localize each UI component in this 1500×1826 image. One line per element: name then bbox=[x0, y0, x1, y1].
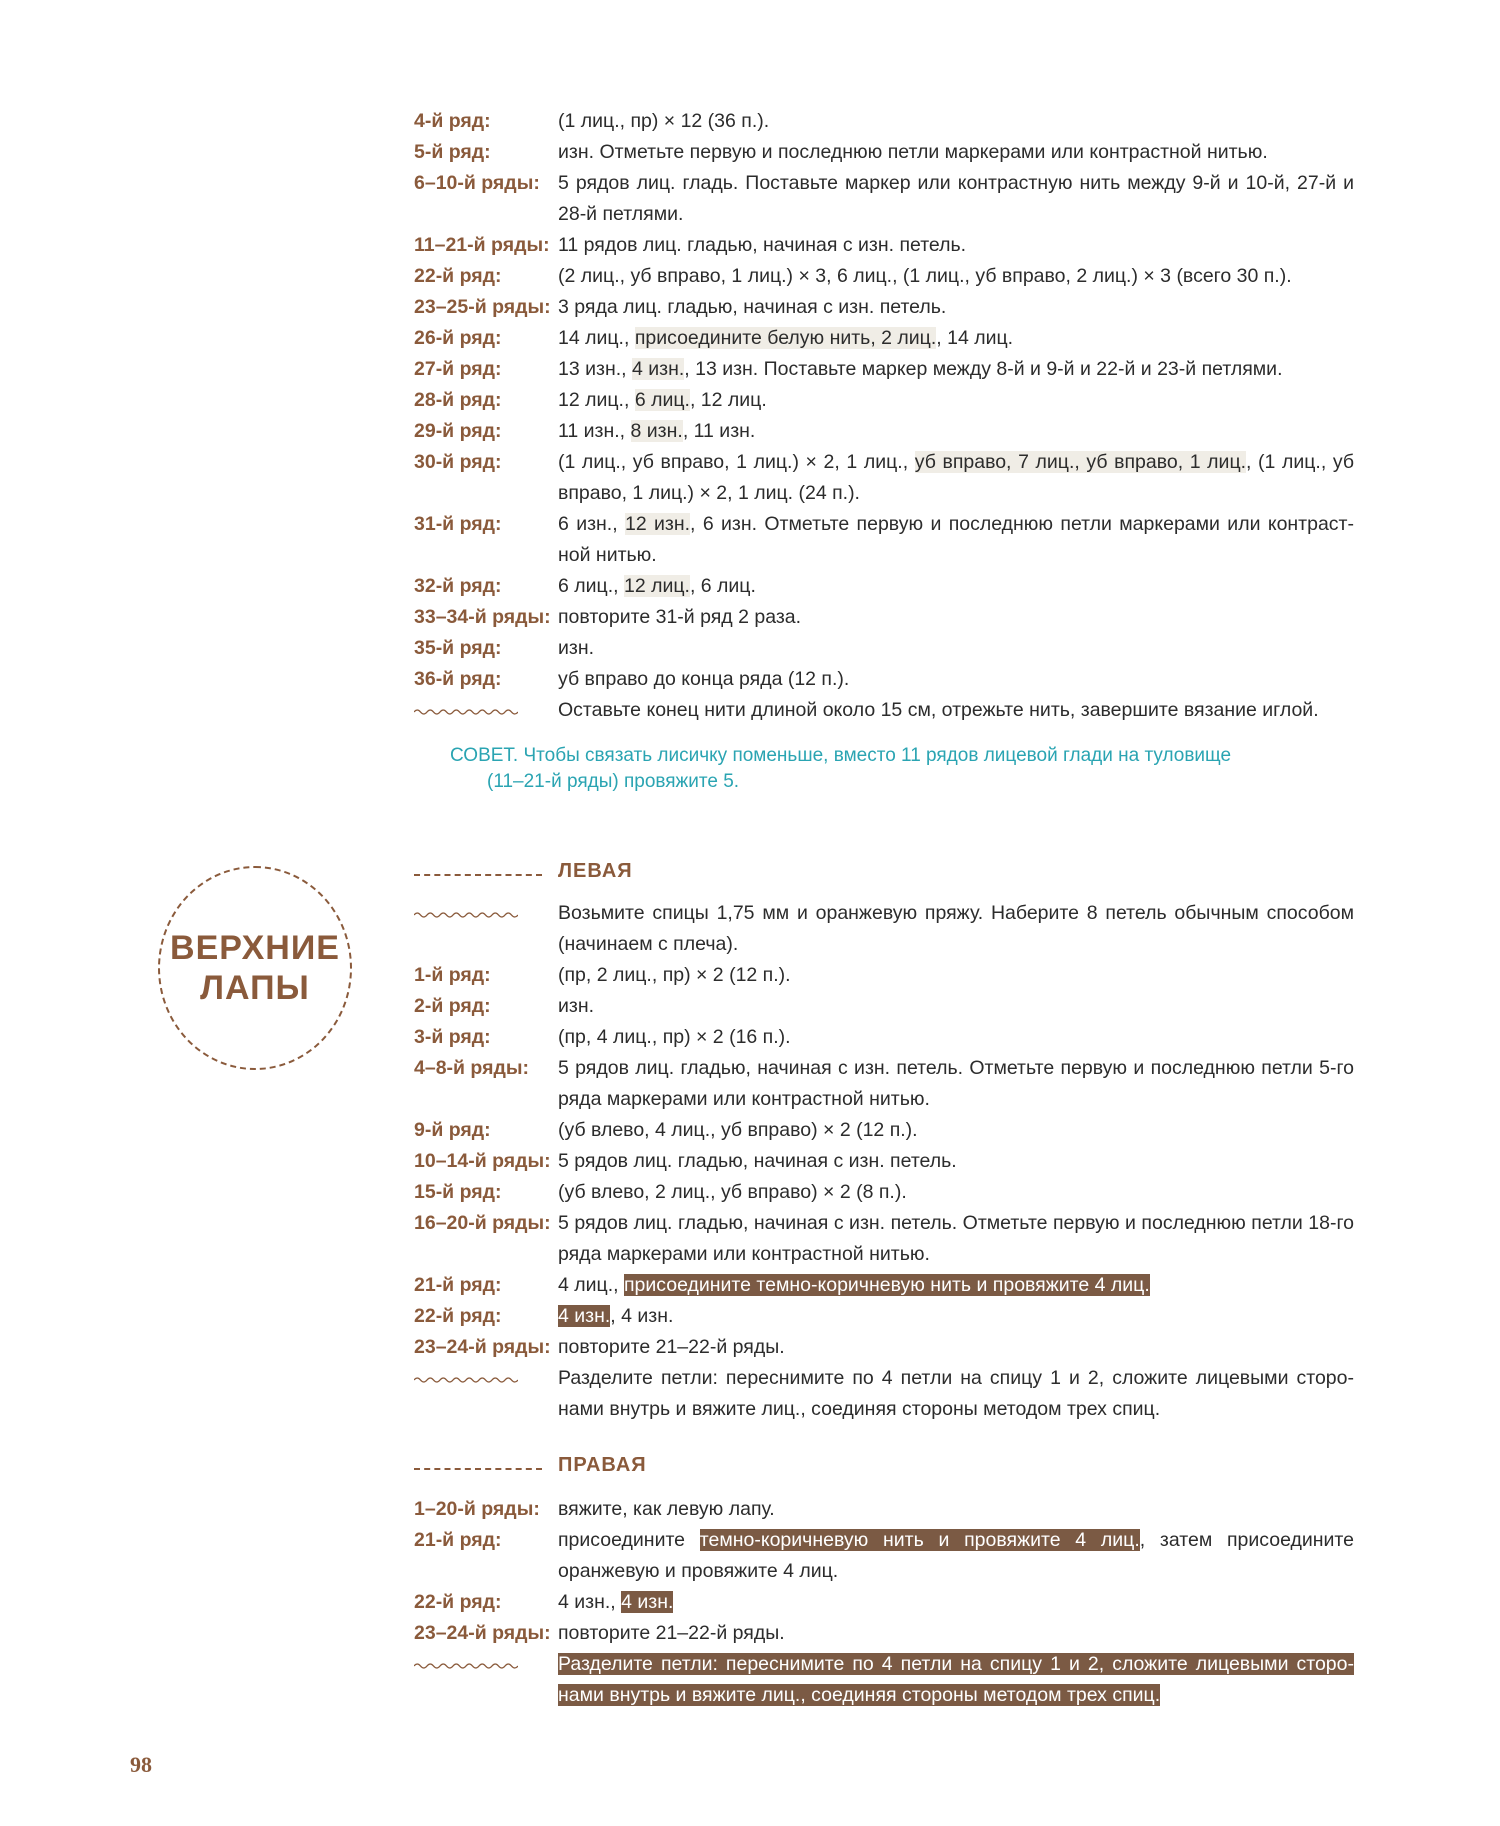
highlight: присоедините белую нить, 2 лиц. bbox=[634, 327, 937, 349]
row-text: 5 рядов лиц. гладь. Поставьте маркер или контрастную нить между 9-й и 10-й, 27-й и 28-й петлями. bbox=[558, 172, 1354, 225]
row-text: изн. bbox=[558, 637, 595, 659]
row-label: 21-й ряд: bbox=[414, 1274, 502, 1296]
row-label: 36-й ряд: bbox=[414, 668, 502, 690]
row-text: 3 ряда лиц. гладью, начиная с изн. петель. bbox=[558, 296, 947, 318]
row-text: 11 изн., 8 изн., 11 изн. bbox=[558, 420, 756, 442]
row-text: (уб влево, 4 лиц., уб вправо) × 2 (12 п.). bbox=[558, 1119, 918, 1141]
highlight: темно-коричневую нить и провяжите 4 лиц. bbox=[699, 1529, 1140, 1551]
highlight: 6 лиц. bbox=[634, 389, 690, 411]
row-text: изн. Отметьте первую и последнюю петли маркерами или контрастной нитью. bbox=[558, 141, 1268, 163]
row-text: вяжите, как левую лапу. bbox=[558, 1498, 775, 1520]
highlight: 4 изн. bbox=[621, 1591, 674, 1613]
row-text: (1 лиц., уб вправо, 1 лиц.) × 2, 1 лиц., уб вправо, 7 лиц., уб вправо, 1 лиц., (1 лиц., уб вправо, 1 лиц.) × 2, 1 лиц. (24 п.). bbox=[558, 451, 1354, 504]
row-text: повторите 21–22-й ряды. bbox=[558, 1336, 785, 1358]
row-label: 1-й ряд: bbox=[414, 964, 491, 986]
row-text: (уб влево, 2 лиц., уб вправо) × 2 (8 п.). bbox=[558, 1181, 907, 1203]
highlight: 12 лиц. bbox=[623, 575, 690, 597]
row-text: 4 изн., 4 изн. bbox=[558, 1591, 674, 1613]
row-label: 21-й ряд: bbox=[414, 1529, 502, 1551]
row-label: 3-й ряд: bbox=[414, 1026, 491, 1048]
row-text: 6 лиц., 12 лиц., 6 лиц. bbox=[558, 575, 756, 597]
row-label: 10–14-й ряды: bbox=[414, 1150, 551, 1172]
row-text: 12 лиц., 6 лиц., 12 лиц. bbox=[558, 389, 767, 411]
tip-note bbox=[450, 743, 1270, 795]
highlight: 4 изн. bbox=[631, 358, 685, 380]
section-badge bbox=[158, 866, 352, 1070]
row-text: повторите 31-й ряд 2 раза. bbox=[558, 606, 802, 628]
row-text bbox=[558, 1649, 1354, 1711]
row-label: 6–10-й ряды: bbox=[414, 172, 540, 194]
section-title: ЛЕВАЯ bbox=[558, 860, 633, 882]
row-text: Разделите петли: переснимите по 4 петли на спицу 1 и 2, сложите лицевыми сторо-нами внутрь и вяжите лиц., соединяя стороны методом трех спиц. bbox=[558, 1367, 1354, 1420]
row-label: 23–24-й ряды: bbox=[414, 1622, 551, 1644]
row-label: 15-й ряд: bbox=[414, 1181, 502, 1203]
row-text: присоедините темно-коричневую нить и провяжите 4 лиц., затем присоедините оранжевую и провяжите 4 лиц. bbox=[558, 1529, 1354, 1582]
wavy-line-icon bbox=[414, 708, 518, 716]
row-text: 5 рядов лиц. гладью, начиная с изн. петель. Отметьте первую и последнюю петли 18-го ряда маркерами или контрастной нитью. bbox=[558, 1212, 1354, 1265]
wavy-line-icon bbox=[414, 911, 518, 919]
row-label: 1–20-й ряды: bbox=[414, 1498, 540, 1520]
row-text: (пр, 2 лиц., пр) × 2 (12 п.). bbox=[558, 964, 791, 986]
badge-line-2: ЛАПЫ bbox=[200, 969, 310, 1007]
highlight: присоедините темно-коричневую нить и провяжите 4 лиц. bbox=[623, 1274, 1150, 1296]
row-text: 13 изн., 4 изн., 13 изн. Поставьте маркер между 8-й и 9-й и 22-й и 23-й петлями. bbox=[558, 358, 1283, 380]
page-number: 98 bbox=[130, 1752, 152, 1777]
highlight: Разделите петли: переснимите по 4 петли на спицу 1 и 2, сложите лицевыми сторо-нами внутрь и вяжите лиц., соединяя стороны методом трех спиц. bbox=[558, 1653, 1354, 1706]
row-text: изн. bbox=[558, 995, 595, 1017]
row-text: 4 изн., 4 изн. bbox=[558, 1305, 674, 1327]
row-label: 22-й ряд: bbox=[414, 265, 502, 287]
row-label: 4–8-й ряды: bbox=[414, 1057, 529, 1079]
row-text: Возьмите спицы 1,75 мм и оранжевую пряжу. Наберите 8 петель обычным способом (начинаем с плеча). bbox=[558, 902, 1354, 955]
dashed-divider bbox=[414, 1468, 542, 1470]
section-header-right bbox=[414, 1454, 714, 1482]
wavy-line-icon bbox=[414, 1376, 518, 1384]
row-text: 11 рядов лиц. гладью, начиная с изн. петель. bbox=[558, 234, 967, 256]
row-label: 27-й ряд: bbox=[414, 358, 502, 380]
row-label: 16–20-й ряды: bbox=[414, 1212, 551, 1234]
row-text: 4 лиц., присоедините темно-коричневую нить и провяжите 4 лиц. bbox=[558, 1274, 1150, 1296]
highlight: 8 изн. bbox=[630, 420, 683, 442]
row-label: 28-й ряд: bbox=[414, 389, 502, 411]
row-label: 31-й ряд: bbox=[414, 513, 502, 535]
row-text: 14 лиц., присоедините белую нить, 2 лиц., 14 лиц. bbox=[558, 327, 1014, 349]
row-text: уб вправо до конца ряда (12 п.). bbox=[558, 668, 850, 690]
row-text: (пр, 4 лиц., пр) × 2 (16 п.). bbox=[558, 1026, 791, 1048]
row-text: 5 рядов лиц. гладью, начиная с изн. петель. Отметьте первую и последнюю петли 5-го ряда маркерами или контрастной нитью. bbox=[558, 1057, 1354, 1110]
row-text: (1 лиц., пр) × 12 (36 п.). bbox=[558, 110, 770, 132]
dashed-divider bbox=[414, 874, 542, 876]
row-text: 5 рядов лиц. гладью, начиная с изн. петель. bbox=[558, 1150, 957, 1172]
row-label: 4-й ряд: bbox=[414, 110, 491, 132]
tip-line-2: (11–21-й ряды) провяжите 5. bbox=[487, 771, 740, 792]
row-label: 26-й ряд: bbox=[414, 327, 502, 349]
row-label: 32-й ряд: bbox=[414, 575, 502, 597]
tip-line-1: СОВЕТ. Чтобы связать лисичку поменьше, вместо 11 рядов лицевой глади на туловище bbox=[450, 745, 1232, 766]
row-text: (2 лиц., уб вправо, 1 лиц.) × 3, 6 лиц., (1 лиц., уб вправо, 2 лиц.) × 3 (всего 30 п.). bbox=[558, 265, 1292, 287]
row-text: повторите 21–22-й ряды. bbox=[558, 1622, 785, 1644]
section-header-left bbox=[414, 860, 714, 888]
row-label: 22-й ряд: bbox=[414, 1305, 502, 1327]
row-label: 23–24-й ряды: bbox=[414, 1336, 551, 1358]
row-label: 5-й ряд: bbox=[414, 141, 491, 163]
row-text: Оставьте конец нити длиной около 15 см, отрежьте нить, завершите вязание иглой. bbox=[558, 699, 1319, 721]
row-label: 33–34-й ряды: bbox=[414, 606, 551, 628]
row-text: 6 изн., 12 изн., 6 изн. Отметьте первую и последнюю петли маркерами или контраст-ной нитью. bbox=[558, 513, 1354, 566]
row-label: 23–25-й ряды: bbox=[414, 296, 551, 318]
highlight: 12 изн. bbox=[624, 513, 691, 535]
row-label: 11–21-й ряды: bbox=[414, 234, 550, 256]
row-label: 2-й ряд: bbox=[414, 995, 491, 1017]
row-label: 9-й ряд: bbox=[414, 1119, 491, 1141]
highlight: 4 изн. bbox=[558, 1305, 611, 1327]
section-title: ПРАВАЯ bbox=[558, 1454, 647, 1476]
row-label: 30-й ряд: bbox=[414, 451, 502, 473]
row-label: 22-й ряд: bbox=[414, 1591, 502, 1613]
wavy-line-icon bbox=[414, 1662, 518, 1670]
row-label: 35-й ряд: bbox=[414, 637, 502, 659]
highlight: уб вправо, 7 лиц., уб вправо, 1 лиц. bbox=[914, 451, 1247, 473]
badge-line-1: ВЕРХНИЕ bbox=[170, 929, 340, 967]
row-label: 29-й ряд: bbox=[414, 420, 502, 442]
